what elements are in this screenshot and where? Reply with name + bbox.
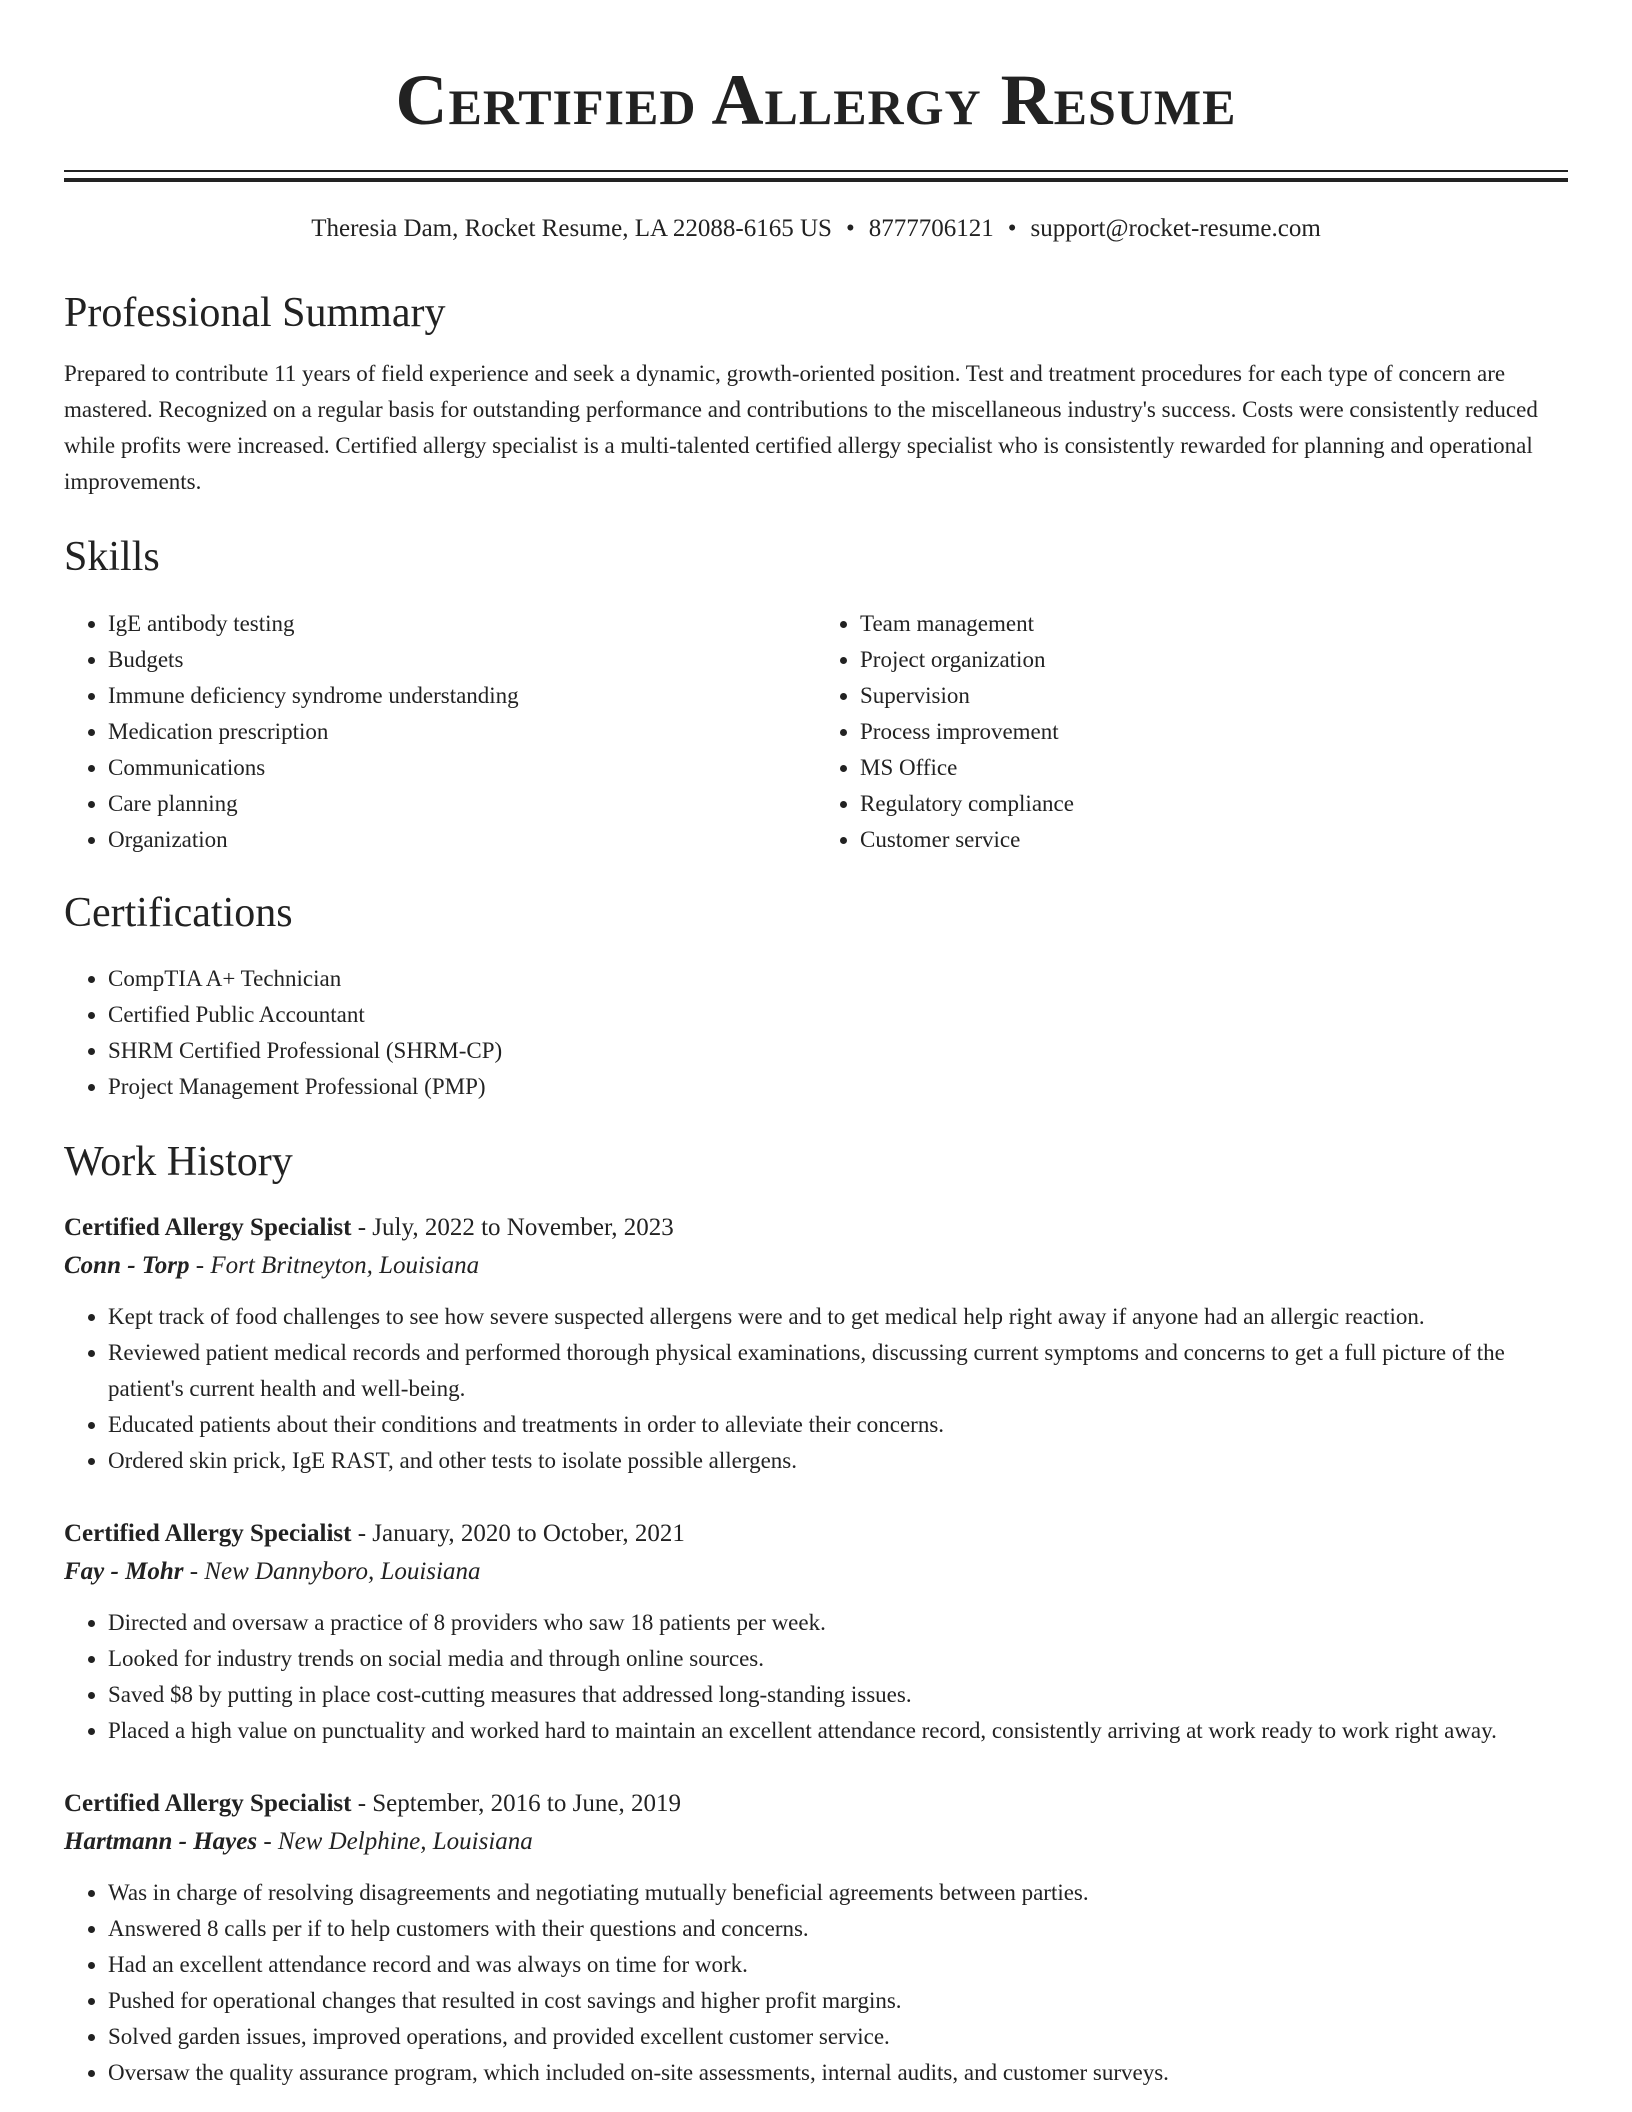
job-title-line	[64, 1785, 1568, 1823]
job-bullet: • Pushed for operational changes that resulted in cost savings and higher profit margins.	[108, 1983, 1568, 2019]
job-location: - New Delphine, Louisiana	[257, 1827, 533, 1855]
job-bullet: • Reviewed patient medical records and performed thorough physical examinations, discussing current symptoms and concerns to get a full picture of the patient's current health and well-being.	[108, 1335, 1568, 1407]
job-title-line	[64, 1209, 1568, 1247]
job-bullets	[64, 1875, 1568, 2091]
skill-item: • Regulatory compliance	[860, 786, 1568, 822]
contact-phone: 8777706121	[868, 215, 994, 242]
job-title: Certified Allergy Specialist	[64, 1213, 352, 1241]
job-bullet: • Oversaw the quality assurance program, which included on-site assessments, internal audits, and customer surveys.	[108, 2055, 1568, 2091]
skills-column-left	[64, 606, 816, 858]
job-company-line	[64, 1823, 1568, 1861]
skill-item: • Project organization	[860, 642, 1568, 678]
skill-item: • IgE antibody testing	[108, 606, 816, 642]
job-bullet: • Directed and oversaw a practice of 8 providers who saw 18 patients per week.	[108, 1605, 1568, 1641]
job-bullet: • Educated patients about their conditions and treatments in order to alleviate their concerns.	[108, 1407, 1568, 1443]
job-bullet: • Saved $8 by putting in place cost-cutting measures that addressed long-standing issues.	[108, 1677, 1568, 1713]
work-history-heading: Work History	[64, 1138, 293, 1185]
resume-title: Certified Allergy Resume	[395, 60, 1237, 140]
job-dates: - July, 2022 to November, 2023	[351, 1213, 674, 1241]
contact-separator: •	[1007, 215, 1017, 242]
summary-heading: Professional Summary	[64, 290, 446, 336]
skill-item: • Budgets	[108, 642, 816, 678]
certification-item: • Project Management Professional (PMP)	[108, 1069, 1568, 1105]
skill-item: • Team management	[860, 606, 1568, 642]
skill-item: • Supervision	[860, 678, 1568, 714]
job-title: Certified Allergy Specialist	[64, 1789, 352, 1817]
contact-separator: •	[845, 215, 855, 242]
skill-item: • Medication prescription	[108, 714, 816, 750]
job-title-line	[64, 1515, 1568, 1553]
skill-item: • Organization	[108, 822, 816, 858]
job-bullets	[64, 1299, 1568, 1479]
title-rule-thin	[64, 170, 1568, 172]
skills-column-right	[816, 606, 1568, 858]
job-entry	[64, 1209, 1568, 1479]
job-bullet: • Ordered skin prick, IgE RAST, and other tests to isolate possible allergens.	[108, 1443, 1568, 1479]
title-rule-thick	[64, 178, 1568, 182]
job-dates: - September, 2016 to June, 2019	[351, 1789, 681, 1817]
certifications-heading: Certifications	[64, 890, 293, 937]
skill-item: • MS Office	[860, 750, 1568, 786]
job-entry	[64, 1785, 1568, 2091]
job-company: Fay - Mohr	[64, 1557, 184, 1585]
job-title: Certified Allergy Specialist	[64, 1519, 352, 1547]
job-dates: - January, 2020 to October, 2021	[351, 1519, 685, 1547]
job-bullets	[64, 1605, 1568, 1749]
job-location: - New Dannyboro, Louisiana	[183, 1557, 481, 1585]
skills-list	[64, 606, 1568, 858]
skills-heading: Skills	[64, 534, 160, 581]
contact-address: Theresia Dam, Rocket Resume, LA 22088-6165 US	[311, 215, 832, 242]
skill-item: • Immune deficiency syndrome understanding	[108, 678, 816, 714]
skill-item: • Customer service	[860, 822, 1568, 858]
job-location: - Fort Britneyton, Louisiana	[189, 1251, 480, 1279]
certification-item: • SHRM Certified Professional (SHRM-CP)	[108, 1033, 1568, 1069]
job-bullet: • Kept track of food challenges to see how severe suspected allergens were and to get medical help right away if anyone had an allergic reaction.	[108, 1299, 1568, 1335]
resume-page	[64, 0, 1568, 2091]
skill-item: • Process improvement	[860, 714, 1568, 750]
contact-line	[64, 214, 1568, 244]
job-company: Hartmann - Hayes	[64, 1827, 258, 1855]
job-company-line	[64, 1247, 1568, 1285]
skill-item: • Communications	[108, 750, 816, 786]
job-bullet: • Answered 8 calls per if to help customers with their questions and concerns.	[108, 1911, 1568, 1947]
job-company: Conn - Torp	[64, 1251, 190, 1279]
job-bullet: • Placed a high value on punctuality and worked hard to maintain an excellent attendance record, consistently arriving at work ready to work right away.	[108, 1713, 1568, 1749]
job-entry	[64, 1515, 1568, 1749]
summary-text: Prepared to contribute 11 years of field experience and seek a dynamic, growth-oriented position. Test and treatment procedures for each type of concern are mastered. Recognized on a regular basis for outstanding performance and contributions to the miscellaneous industry's success. Costs were consistently reduced while profits were increased. Certified allergy specialist is a multi-talented certified allergy specialist who is consistently rewarded for planning and operational improvements.	[64, 361, 1538, 495]
certification-item: • Certified Public Accountant	[108, 997, 1568, 1033]
contact-email[interactable]: support@rocket-resume.com	[1030, 215, 1321, 242]
job-bullet: • Was in charge of resolving disagreements and negotiating mutually beneficial agreements between parties.	[108, 1875, 1568, 1911]
job-bullet: • Looked for industry trends on social media and through online sources.	[108, 1641, 1568, 1677]
certifications-list	[64, 961, 1568, 1105]
job-bullet: • Had an excellent attendance record and was always on time for work.	[108, 1947, 1568, 1983]
certification-item: • CompTIA A+ Technician	[108, 961, 1568, 997]
job-company-line	[64, 1553, 1568, 1591]
job-bullet: • Solved garden issues, improved operations, and provided excellent customer service.	[108, 2019, 1568, 2055]
skill-item: • Care planning	[108, 786, 816, 822]
